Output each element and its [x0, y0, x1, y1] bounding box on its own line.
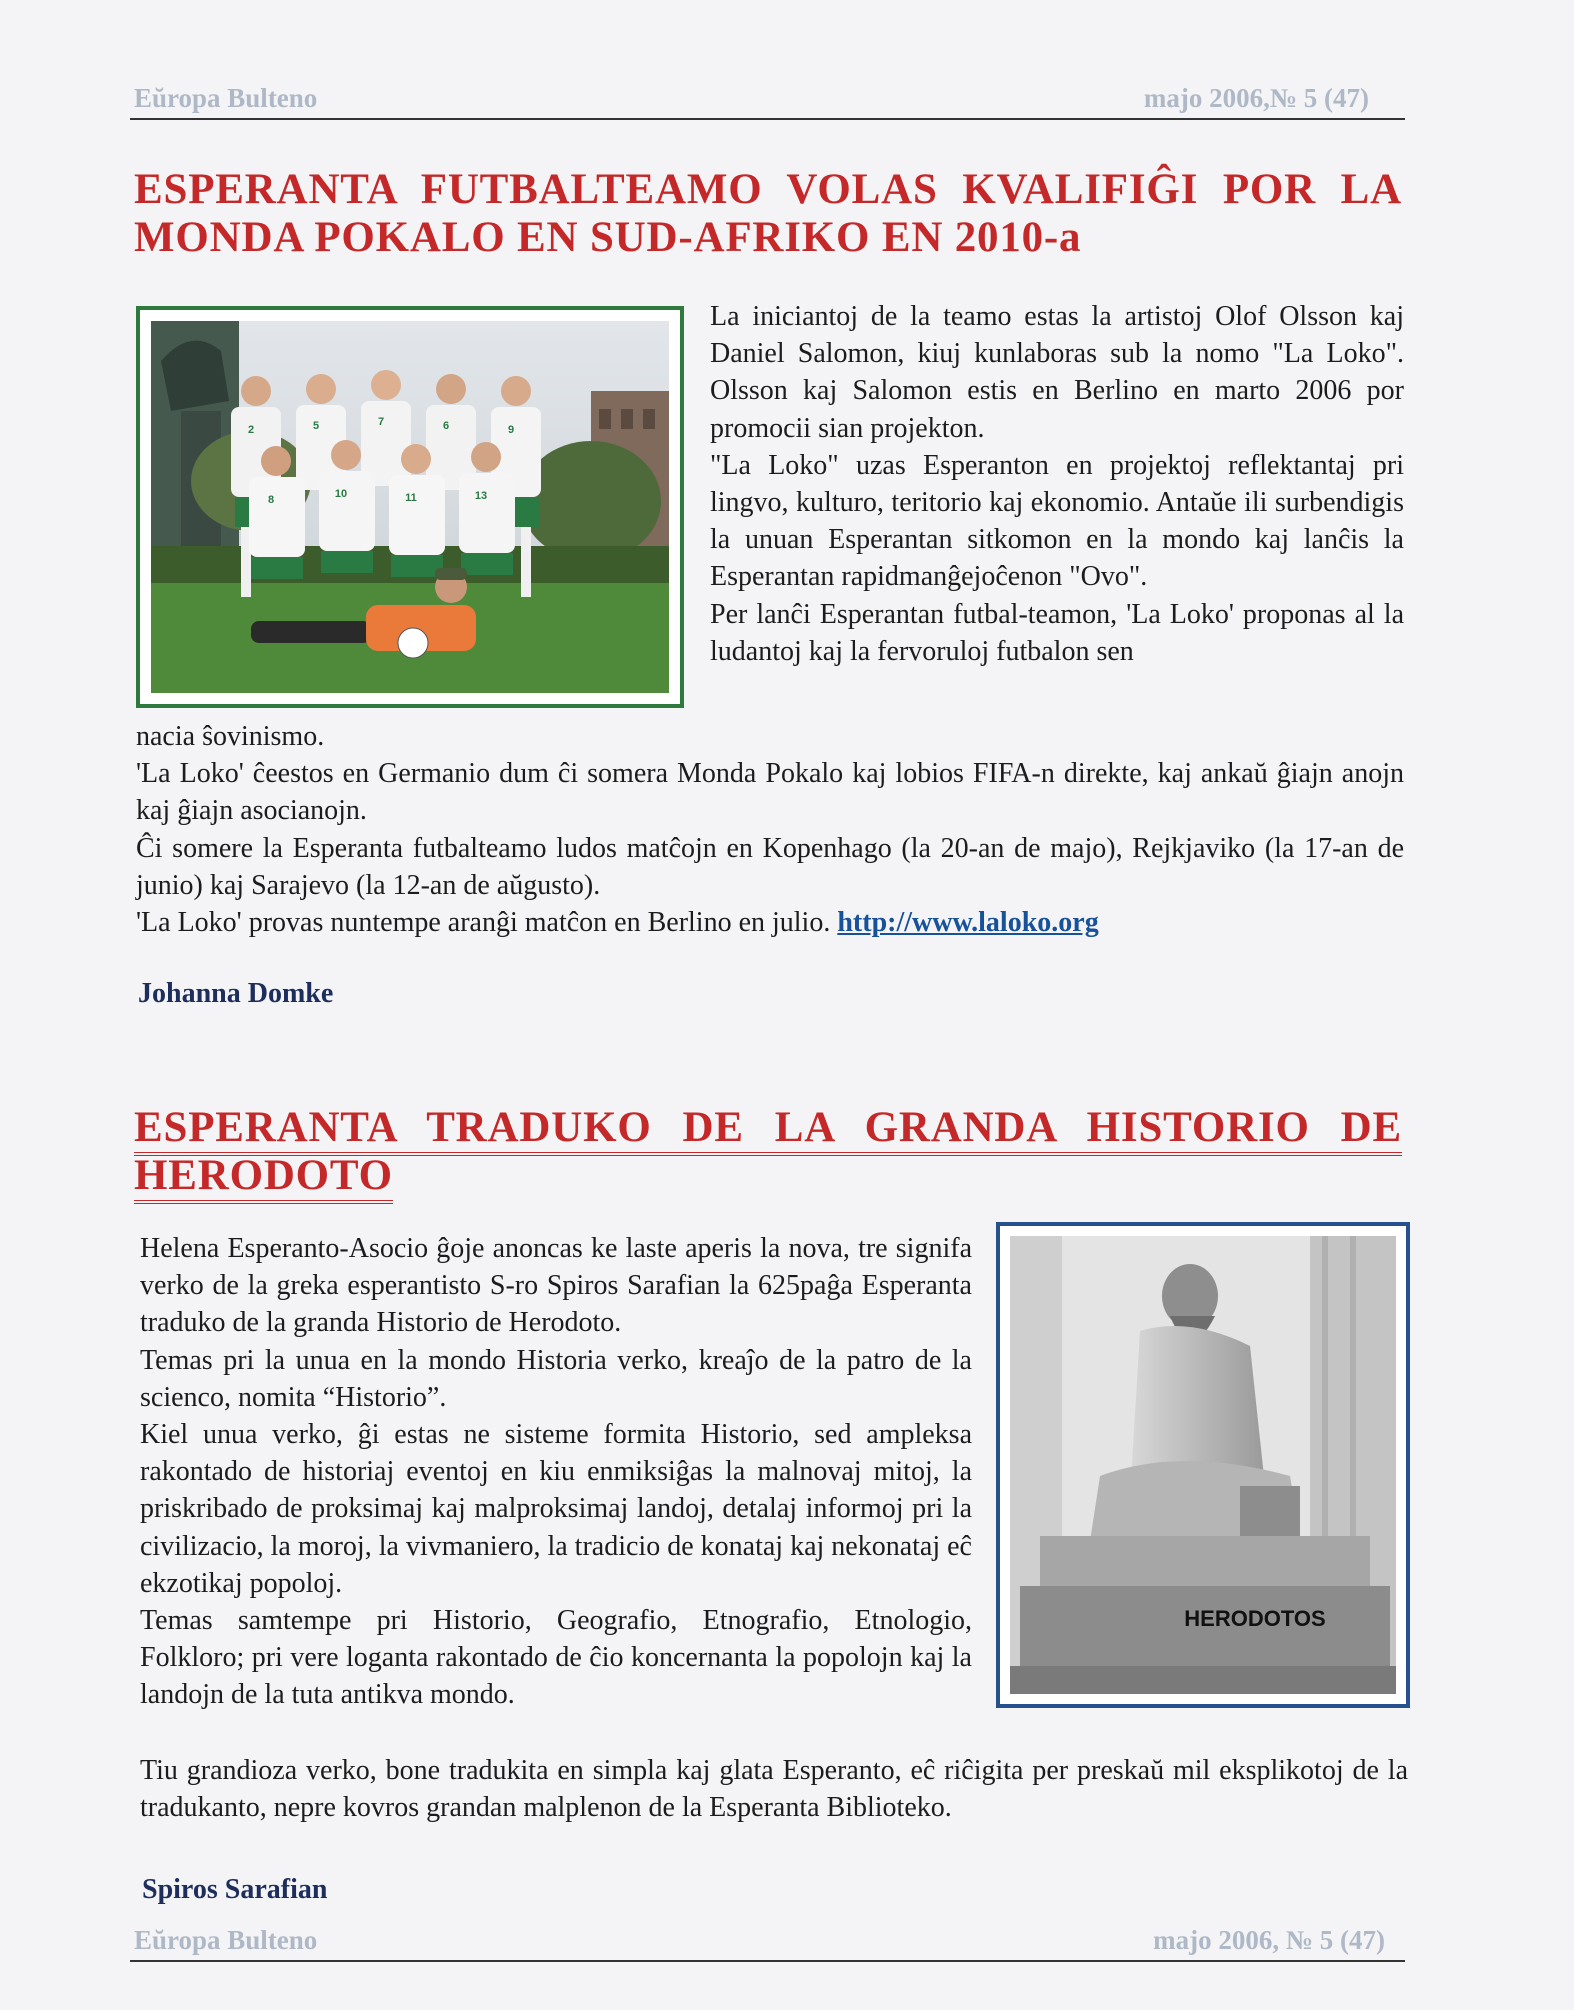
issue-date: majo 2006, № 5 (47)	[1153, 1925, 1385, 1955]
paragraph: Ĉi somere la Esperanta futbalteamo ludos matĉojn en Kopenhago (la 20-an de majo), Rejkjaviko (la 17-an de junio) kaj Sarajevo (la 12-an de aŭgusto).	[136, 832, 1404, 901]
article2-full-text	[140, 1752, 1408, 1826]
publication-name: Eŭropa Bulteno	[134, 1925, 318, 1955]
jersey-number: 9	[507, 424, 515, 436]
jersey-number: 8	[267, 494, 275, 506]
football-team-photo	[136, 306, 684, 708]
article2-title-text: ESPERANTA TRADUKO DE LA GRANDA HISTORIO DE HERODOTO	[134, 1104, 1402, 1204]
team-photo-image	[151, 321, 669, 693]
paragraph: "La Loko" uzas Esperanton en projektoj reflektantaj pri lingvo, kulturo, teritorio kaj ekonomio. Antaŭe ili surbendigis la unuan Esperantan sitkomon en la mondo kaj lanĉis la Esperantan rapidmanĝejoĉenon "Ovo".	[710, 449, 1404, 593]
herodotus-statue-photo	[996, 1222, 1410, 1708]
paragraph: Helena Esperanto-Asocio ĝoje anoncas ke laste aperis la nova, tre signifa verko de la greka esperantisto S-ro Spiros Sarafian la 625paĝa Esperanta traduko de la granda Historio de Herodoto.	[140, 1233, 972, 1339]
article2-title	[134, 1104, 1402, 1200]
article2-author: Spiros Sarafian	[142, 1874, 328, 1905]
jersey-number: 6	[442, 420, 450, 432]
paragraph: Tiu grandioza verko, bone tradukita en simpla kaj glata Esperanto, eĉ riĉigita per preskaŭ mil eksplikotoj de la tradukanto, nepre kovros grandan malplenon de la Esperanta Biblioteko.	[140, 1755, 1408, 1824]
paragraph: La iniciantoj de la teamo estas la artistoj Olof Olsson kaj Daniel Salomon, kiuj kunlaboras sub la nomo "La Loko". Olsson kaj Salomon estis en Berlino en marto 2006 por promocii sian projekton.	[710, 301, 1404, 444]
running-header	[130, 66, 1405, 120]
publication-name: Eŭropa Bulteno	[134, 83, 318, 113]
jersey-number: 10	[334, 488, 348, 500]
issue-date: majo 2006,№ 5 (47)	[1143, 83, 1369, 113]
jersey-number: 7	[377, 416, 385, 428]
paragraph-with-link	[136, 904, 1404, 941]
article2-side-text	[140, 1230, 972, 1714]
paragraph: Temas pri la unua en la mondo Historia verko, kreaĵo de la patro de la scienco, nomita “Historio”.	[140, 1344, 972, 1413]
statue-photo-image	[1010, 1236, 1396, 1694]
article1-full-text	[136, 718, 1404, 941]
article1-side-text	[710, 298, 1404, 670]
running-footer	[130, 1910, 1405, 1962]
paragraph: nacia ŝovinismo.	[136, 721, 325, 752]
jersey-number: 13	[474, 490, 488, 502]
jersey-number: 5	[312, 420, 320, 432]
article1-title: ESPERANTA FUTBALTEAMO VOLAS KVALIFIĜI POR LA MONDA POKALO EN SUD-AFRIKO EN 2010-a	[134, 166, 1402, 261]
paragraph: 'La Loko' ĉeestos en Germanio dum ĉi somera Monda Pokalo kaj lobios FIFA-n direkte, kaj ankaŭ ĝiajn anojn kaj ĝiajn asocianojn.	[136, 758, 1404, 827]
paragraph: 'La Loko' provas nuntempe aranĝi matĉon en Berlino en julio.	[136, 907, 831, 939]
statue-label: HERODOTOS	[1184, 1606, 1326, 1631]
paragraph: Temas samtempe pri Historio, Geografio, Etnografio, Etnologio, Folkloro; pri vere loganta rakontado de ĉio koncernanta la popolojn kaj la landojn de la tuta antikva mondo.	[140, 1605, 972, 1711]
paragraph: Per lanĉi Esperantan futbal-teamon, 'La Loko' proponas al la ludantoj kaj la fervoruloj futbalon sen	[710, 598, 1404, 667]
laloko-link[interactable]: http://www.laloko.org	[837, 907, 1099, 939]
article1-author: Johanna Domke	[138, 978, 334, 1009]
jersey-number: 11	[405, 492, 417, 504]
jersey-number: 2	[247, 424, 255, 436]
paragraph: Kiel unua verko, ĝi estas ne sisteme formita Historio, sed ampleksa rakontado de historiaj eventoj en kiu enmiksiĝas la malnovaj mitoj, la priskribado de proksimaj kaj malproksimaj landoj, detalaj informoj pri la civilizacio, la moroj, la vivmaniero, la tradicio de konataj kaj nekonataj eĉ ekzotikaj popoloj.	[140, 1419, 972, 1599]
